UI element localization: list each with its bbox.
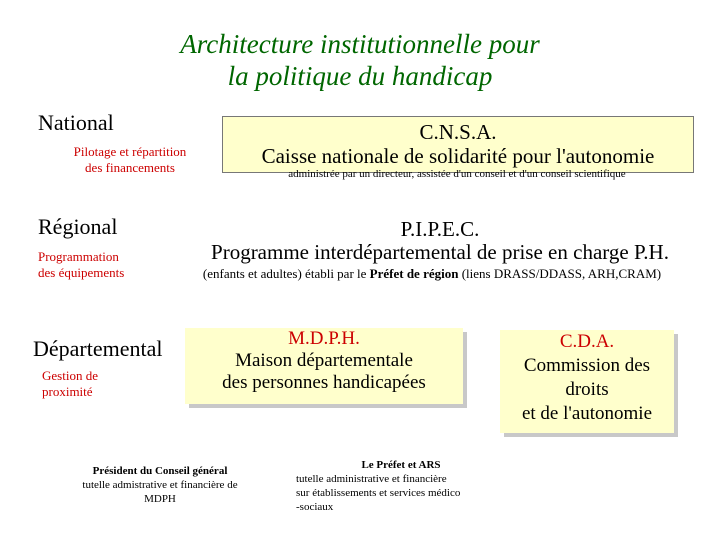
cnsa-box (222, 116, 694, 173)
president-note (62, 464, 258, 506)
diagram-title (0, 28, 720, 92)
pipec-note-suffix: (liens DRASS/DDASS, ARH,CRAM) (458, 266, 662, 281)
level-departemental-label: Départemental (33, 336, 163, 361)
mdph-name-line-1: Maison départementale (235, 350, 413, 371)
prefet-note-line-2: sur établissements et services médico (296, 487, 461, 499)
mdph-abbreviation: M.D.P.H. (288, 328, 360, 349)
level-departemental-role-line-1: Gestion de (42, 368, 98, 383)
cda-name-line-3: et de l'autonomie (521, 403, 653, 424)
cnsa-abbreviation: C.N.S.A. (419, 120, 497, 144)
title-line-1: Architecture institutionnelle pour (180, 29, 540, 59)
cda-box (500, 330, 674, 433)
cnsa-governance-note: administrée par un directeur, assistée d'un conseil et d'un conseil scientifique (288, 168, 626, 180)
pipec-note-prefix: (enfants et adultes) établi par le (202, 266, 370, 281)
level-regional-role-line-2: des équipements (38, 265, 125, 280)
mdph-box (185, 328, 463, 404)
level-regional-role-line-1: Programmation (38, 249, 119, 264)
prefet-note (296, 458, 506, 514)
level-regional-role (38, 249, 124, 281)
pipec-note (172, 266, 692, 282)
cda-abbreviation: C.D.A. (559, 331, 615, 352)
president-note-line-1: tutelle admistrative et financière de (82, 479, 238, 491)
level-departemental-role (42, 368, 98, 400)
pipec-note-bold: Préfet de région (369, 266, 459, 281)
cda-name-line-1: Commission des (523, 355, 651, 376)
president-heading: Président du Conseil général (92, 465, 228, 477)
level-national-label: National (38, 110, 114, 135)
level-departemental-role-line-2: proximité (42, 384, 93, 399)
cda-name-line-2: droits (565, 379, 609, 400)
prefet-heading: Le Préfet et ARS (361, 459, 441, 471)
mdph-name-line-2: des personnes handicapées (222, 372, 426, 393)
level-national-role-line-1: Pilotage et répartition (73, 144, 187, 159)
president-note-line-2: MDPH (144, 493, 176, 505)
pipec-abbreviation: P.I.P.E.C. (400, 217, 480, 241)
pipec-full-name: Programme interdépartemental de prise en charge P.H. (211, 240, 669, 264)
level-regional-label: Régional (38, 214, 118, 239)
prefet-note-line-3: -sociaux (296, 501, 334, 513)
level-national-role (40, 144, 220, 176)
cnsa-full-name: Caisse nationale de solidarité pour l'autonomie (261, 144, 655, 168)
title-line-2: la politique du handicap (227, 61, 493, 91)
prefet-note-line-1: tutelle administrative et financière (296, 473, 447, 485)
level-national-role-line-2: des financements (85, 160, 175, 175)
